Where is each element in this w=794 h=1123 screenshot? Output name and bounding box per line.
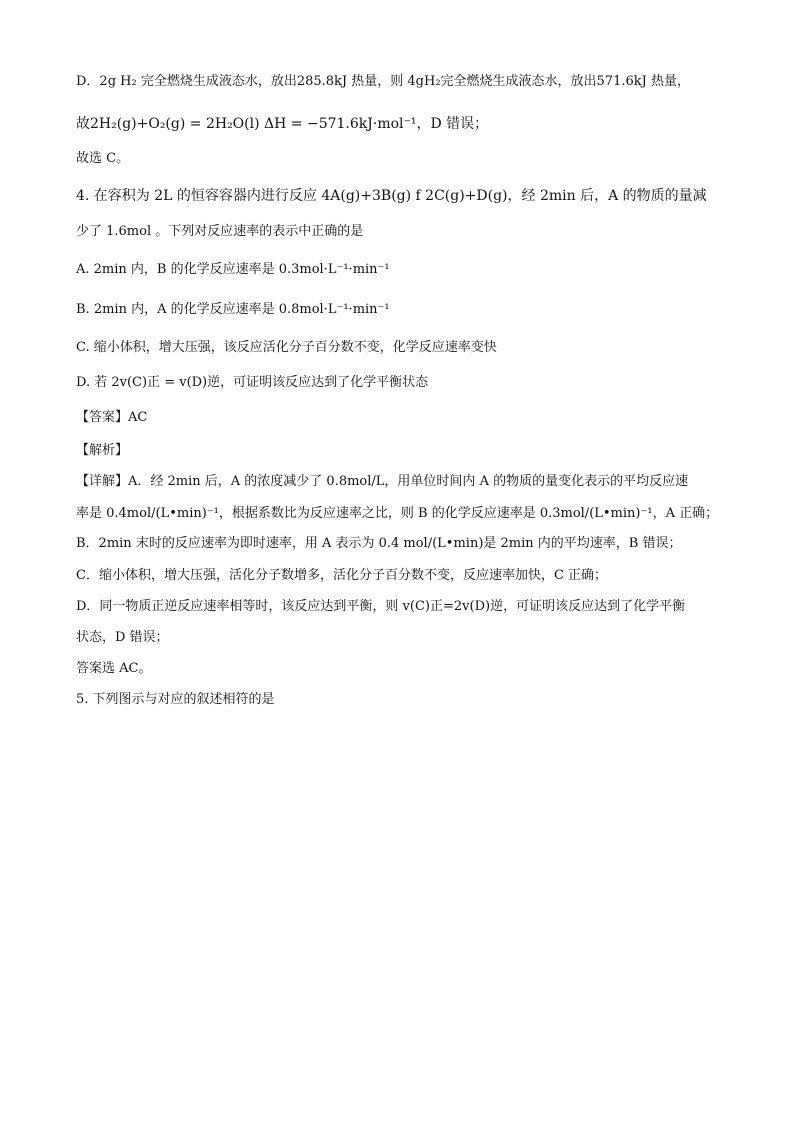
final-answer: 答案选 AC。 (76, 661, 152, 676)
question4-stem-line2: 少了 1.6mol 。下列对反应速率的表示中正确的是 (76, 224, 364, 239)
question4-stem-line1: 4. 在容积为 2L 的恒容容器内进行反应 4A(g)+3B(g) f 2C(g)+D(g)，经 2min 后，A 的物质的量减 (76, 188, 707, 204)
prev-option-d-equation: 故2H₂(g)+O₂(g) = 2H₂O(l) ΔH = −571.6kJ·mol⁻¹，D 错误； (76, 116, 489, 132)
question4-option-c: C. 缩小体积，增大压强，该反应活化分子百分数不变，化学反应速率变快 (76, 340, 497, 355)
detail-line6: 状态，D 错误； (76, 630, 169, 645)
question4-option-a: A. 2min 内，B 的化学反应速率是 0.3mol·L⁻¹·min⁻¹ (76, 262, 390, 277)
question4-option-b: B. 2min 内，A 的化学反应速率是 0.8mol·L⁻¹·min⁻¹ (76, 302, 390, 317)
question4-option-d: D. 若 2v(C)正 = v(D)逆，可证明该反应达到了化学平衡状态 (76, 375, 429, 390)
analysis-label: 【解析】 (76, 443, 129, 458)
answer-label: 【答案】AC (76, 410, 148, 425)
prev-conclusion: 故选 C。 (76, 151, 130, 166)
detail-line2: 率是 0.4mol/(L•min)⁻¹，根据系数比为反应速率之比，则 B 的化学反应速率是 0.3mol/(L•min)⁻¹，A 正确； (76, 506, 719, 521)
detail-line1: 【详解】A．经 2min 后，A 的浓度减少了 0.8mol/L，用单位时间内 A 的物质的量变化表示的平均反应速 (76, 474, 689, 489)
question5-stem: 5. 下列图示与对应的叙述相符的是 (76, 692, 275, 707)
detail-line5: D．同一物质正逆反应速率相等时，该反应达到平衡，则 v(C)正=2v(D)逆，可证明该反应达到了化学平衡 (76, 599, 686, 614)
detail-line3: B．2min 末时的反应速率为即时速率，用 A 表示为 0.4 mol/(L•min)是 2min 内的平均速率，B 错误； (76, 536, 682, 551)
prev-option-d-line1: D．2g H₂ 完全燃烧生成液态水，放出285.8kJ 热量，则 4gH₂完全燃烧生成液态水，放出571.6kJ 热量， (76, 74, 690, 89)
detail-line4: C．缩小体积，增大压强，活化分子数增多，活化分子百分数不变，反应速率加快，C 正确； (76, 568, 608, 583)
